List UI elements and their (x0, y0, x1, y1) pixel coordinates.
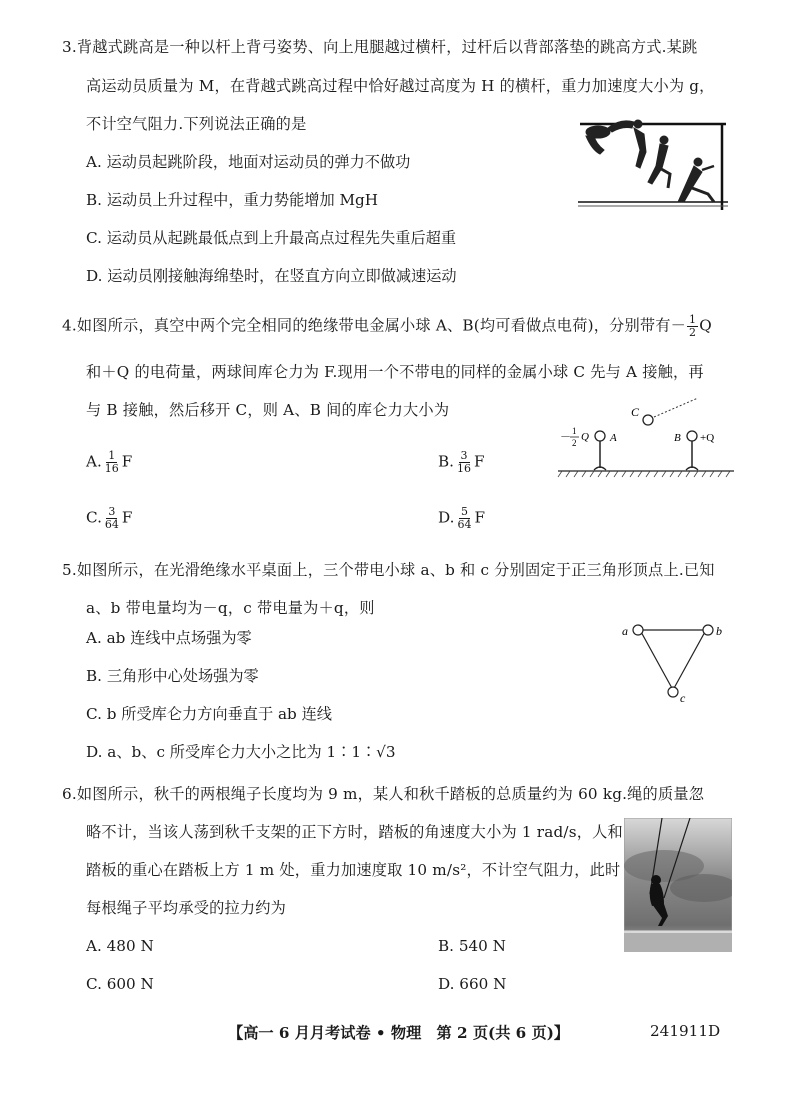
sphere-c (643, 415, 653, 425)
q4-option-a (86, 450, 132, 475)
q5-option-d: D. a、b、c 所受库仑力大小之比为 1∶1∶√3 (86, 743, 396, 761)
ground-hatching (558, 471, 730, 477)
q4-line-1-unit: Q (699, 316, 712, 335)
ball-b-label: b (716, 624, 722, 638)
q6-option-a: A. 480 N (86, 937, 154, 955)
q6-option-b: B. 540 N (438, 937, 506, 955)
footer-title: 【高一 6 月月考试卷 • 物理 第 2 页(共 6 页)】 (228, 1024, 570, 1042)
ball-c (668, 687, 678, 697)
q4-fraction-den: 2 (689, 326, 697, 339)
q4-option-a-unit: F (121, 452, 133, 471)
q4-option-b (438, 450, 485, 475)
q4-option-a-label: A. (86, 452, 102, 471)
sphere-a-label: A (610, 432, 617, 444)
q4-option-c-label: C. (86, 508, 102, 527)
q5-option-c: C. b 所受库仑力方向垂直于 ab 连线 (86, 705, 332, 723)
q6-line-4: 每根绳子平均承受的拉力约为 (86, 899, 287, 917)
sphere-b-label: B (674, 432, 681, 444)
q5-line-2: a、b 带电量均为－q，c 带电量为＋q，则 (86, 599, 375, 617)
sphere-a-charge-sign: － (560, 431, 571, 443)
swing-photo (624, 818, 732, 952)
q6-line-2: 略不计，当该人荡到秋千支架的正下方时，踏板的角速度大小为 1 rad/s，人和 (86, 823, 623, 841)
triangle-charges-figure (614, 616, 734, 704)
charged-spheres-figure (556, 392, 736, 482)
q3-option-b: B. 运动员上升过程中，重力势能增加 MgH (86, 191, 378, 209)
q4-option-c-den: 64 (104, 518, 119, 531)
q4-option-b-label: B. (438, 452, 454, 471)
q6-line-3: 踏板的重心在踏板上方 1 m 处，重力加速度取 10 m/s²，不计空气阻力，此时 (86, 861, 621, 879)
q4-option-b-den: 16 (457, 462, 471, 475)
q4-fraction-num: 1 (689, 313, 697, 326)
sphere-a-charge-num: 1 (572, 426, 577, 436)
ball-b (703, 625, 713, 635)
q4-option-d (438, 506, 485, 531)
high-jump-figure (578, 110, 728, 218)
q4-option-d-num: 5 (460, 505, 468, 518)
sphere-a-charge-unit: Q (581, 431, 589, 443)
q5-option-b: B. 三角形中心处场强为零 (86, 667, 259, 685)
sphere-c-path (654, 398, 698, 417)
q4-option-a-num: 1 (108, 449, 116, 462)
ball-a-label: a (622, 624, 628, 638)
q4-line-2: 和＋Q 的电荷量，两球间库仑力为 F.现用一个不带电的同样的金属小球 C 先与 A 接触，再 (86, 363, 704, 381)
q4-line-1 (62, 314, 712, 339)
q6-option-d: D. 660 N (438, 975, 507, 993)
q4-line-1-text: 4.如图所示，真空中两个完全相同的绝缘带电金属小球 A、B(均可看做点电荷)，分别带有－ (62, 316, 687, 335)
q4-line-3: 与 B 接触，然后移开 C，则 A、B 间的库仑力大小为 (86, 401, 450, 419)
q3-option-a: A. 运动员起跳阶段，地面对运动员的弹力不做功 (86, 153, 411, 171)
q4-option-b-unit: F (474, 452, 485, 471)
ball-a (633, 625, 643, 635)
q3-line-2: 高运动员质量为 M，在背越式跳高过程中恰好越过高度为 H 的横杆，重力加速度大小为 g， (86, 77, 715, 95)
sphere-a-charge-den: 2 (572, 438, 577, 448)
q5-option-a: A. ab 连线中点场强为零 (86, 629, 252, 647)
footer-code: 241911D (650, 1022, 721, 1040)
q4-option-c-num: 3 (108, 505, 116, 518)
q4-option-c (86, 506, 132, 531)
q4-option-d-unit: F (474, 508, 486, 527)
sphere-a (595, 431, 605, 441)
q4-option-b-num: 3 (460, 449, 468, 462)
q3-line-1: 3.背越式跳高是一种以杆上背弓姿势、向上甩腿越过横杆，过杆后以背部落垫的跳高方式.某跳 (62, 38, 698, 56)
sphere-b-charge: +Q (700, 432, 715, 444)
q4-option-d-den: 64 (457, 518, 472, 531)
sphere-b (687, 431, 697, 441)
q3-option-c: C. 运动员从起跳最低点到上升最高点过程先失重后超重 (86, 229, 457, 247)
q3-line-3: 不计空气阻力.下列说法正确的是 (86, 115, 307, 133)
q6-option-c: C. 600 N (86, 975, 154, 993)
q5-line-1: 5.如图所示，在光滑绝缘水平桌面上，三个带电小球 a、b 和 c 分别固定于正三角形顶点上.已知 (62, 561, 715, 579)
q4-option-c-unit: F (121, 508, 133, 527)
q3-option-d: D. 运动员刚接触海绵垫时，在竖直方向立即做减速运动 (86, 267, 457, 285)
q6-line-1: 6.如图所示，秋千的两根绳子长度均为 9 m，某人和秋千踏板的总质量约为 60 kg.绳的质量忽 (62, 785, 705, 803)
q4-charge-fraction (687, 314, 698, 339)
sphere-c-label: C (631, 405, 640, 419)
q4-option-a-den: 16 (104, 462, 119, 475)
q4-option-d-label: D. (438, 508, 455, 527)
ball-c-label: c (680, 691, 686, 704)
